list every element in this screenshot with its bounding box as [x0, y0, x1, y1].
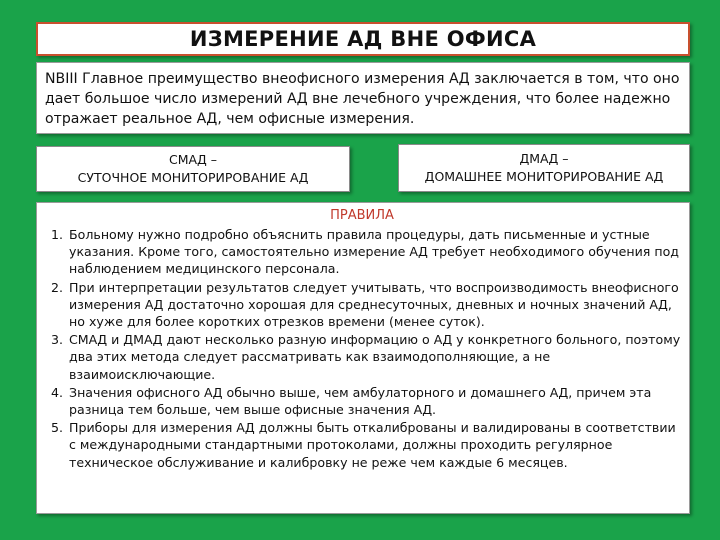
rule-item — [43, 331, 681, 383]
rules-list — [43, 226, 681, 471]
rule-number: 1. — [50, 227, 63, 242]
rule-number: 5. — [50, 420, 63, 436]
dmad-line2: ДОМАШНЕЕ МОНИТОРИРОВАНИЕ АД — [424, 169, 664, 184]
rule-item — [43, 419, 681, 471]
rule-item — [43, 384, 681, 418]
intro-box — [36, 62, 690, 134]
smad-line1: СМАД – — [168, 152, 218, 167]
intro-prefix: NBIII — [45, 71, 78, 87]
rule-text: Больному нужно подробно объяснить правила процедуры, дать письменные и устные указания. Кроме того, самостоятельно измерение АД требует необходимого обучения под наблюдением медицинского персонала. — [69, 227, 680, 277]
rule-text: Значения офисного АД обычно выше, чем амбулаторного и домашнего АД, причем эта разница тем больше, чем выше офисные значения АД. — [69, 384, 652, 418]
page-title: ИЗМЕРЕНИЕ АД ВНЕ ОФИСА — [189, 27, 537, 51]
dmad-line1: ДМАД – — [519, 151, 569, 166]
rules-heading: ПРАВИЛА — [330, 208, 394, 223]
smad-box — [36, 146, 350, 192]
dmad-box — [398, 144, 690, 192]
rule-number: 4. — [50, 384, 63, 400]
rules-box — [36, 202, 690, 514]
smad-line2: СУТОЧНОЕ МОНИТОРИРОВАНИЕ АД — [77, 170, 309, 185]
rule-item — [43, 279, 681, 331]
rule-item — [43, 226, 681, 278]
rule-text: Приборы для измерения АД должны быть откалиброваны и валидированы в соответствии с международными стандартными протоколами, должны проходить регулярное техническое обслуживание и калибровку не реже чем каждые 6 месяцев. — [69, 420, 676, 470]
rule-number: 3. — [50, 332, 63, 348]
rule-text: При интерпретации результатов следует учитывать, что воспроизводимость внеофисного измерения АД достаточно хорошая для среднесуточных, дневных и ночных значений АД, но хуже для более коротких отрезков времени (менее суток). — [69, 279, 679, 330]
rule-number: 2. — [50, 279, 63, 295]
intro-text: Главное преимущество внеофисного измерения АД заключается в том, что оно дает большое число измерений АД вне лечебного учреждения, что более надежно отражает реальное АД, чем офисные измерения. — [45, 71, 680, 127]
rule-text: СМАД и ДМАД дают несколько разную информацию о АД у конкретного больного, поэтому два этих метода следует рассматривать как взаимодополняющие, а не взаимоисключающие. — [69, 332, 681, 382]
title-box — [36, 22, 690, 56]
